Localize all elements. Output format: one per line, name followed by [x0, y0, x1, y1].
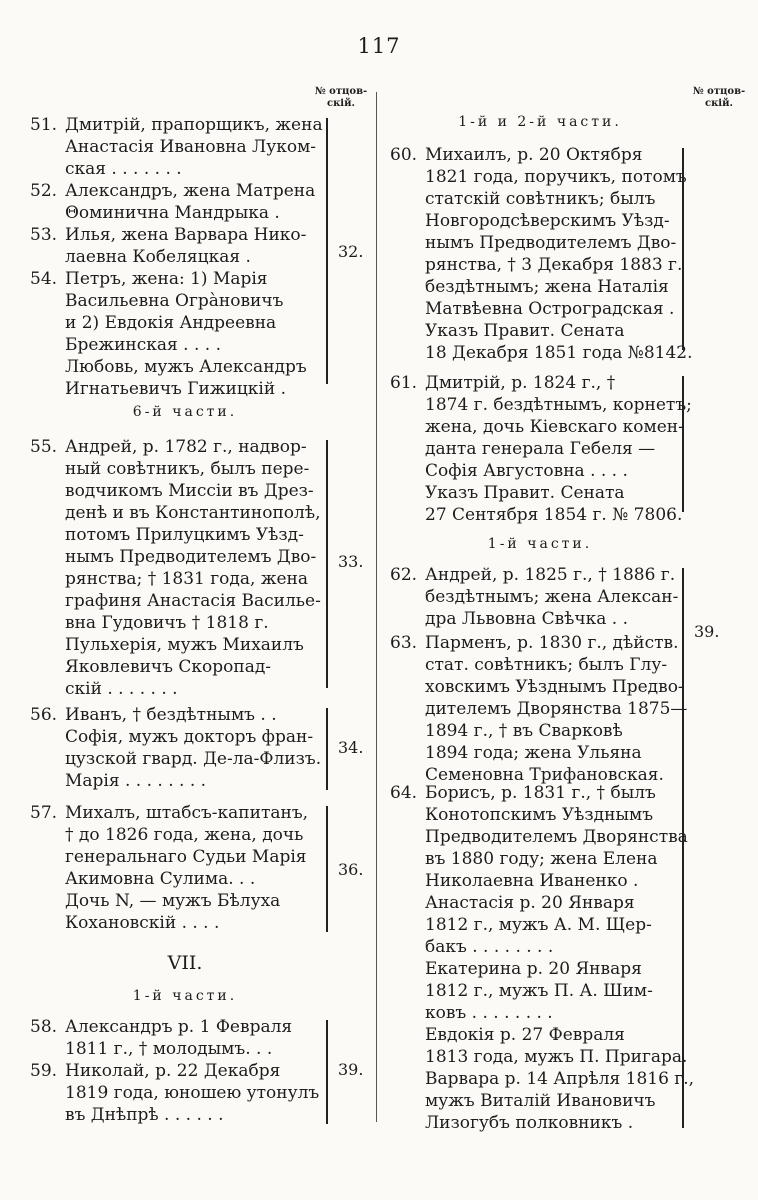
entry-line: Николай, р. 22 Декабря	[65, 1061, 281, 1081]
entry-line: лаевна Кобеляцкая .	[65, 247, 251, 267]
entry-line: 1894 года; жена Ульяна	[425, 743, 642, 763]
entry-line: Софія, мужъ докторъ фран-	[65, 727, 314, 747]
entry-line: Парменъ, р. 1830 г., дѣйств.	[425, 633, 679, 653]
group-brace	[326, 708, 328, 790]
entry-line: Дочь N, — мужъ Бѣлуха	[65, 891, 281, 911]
entry-line: 1894 г., † въ Сварковѣ	[425, 721, 623, 741]
entry-line: Любовь, мужъ Александръ	[65, 357, 307, 377]
entry-line: Матвѣевна Остроградская .	[425, 299, 675, 319]
entry-line: Указъ Правит. Сената	[425, 483, 625, 503]
entry-line: Кохановскій . . . .	[65, 913, 220, 933]
entry-line: Дмитрій, р. 1824 г., †	[425, 373, 616, 393]
entry-number: 55.	[30, 437, 58, 457]
entry-line: въ 1880 году; жена Елена	[425, 849, 658, 869]
entry-line: и 2) Евдокія Андреевна	[65, 313, 277, 333]
entry-line: въ Днѣпрѣ . . . . . .	[65, 1105, 224, 1125]
generation-number: 34.	[338, 738, 364, 757]
entry-line: бакъ . . . . . . . .	[425, 937, 554, 957]
generation-number: 36.	[338, 860, 364, 879]
entry-line: ская . . . . . . .	[65, 159, 182, 179]
entry-line: ховскимъ Уѣзднымъ Предво-	[425, 677, 684, 697]
entry-line: Игнатьевичъ Гижицкій .	[65, 379, 286, 399]
entry-line: цузской гвард. Де-ла-Флизъ.	[65, 749, 322, 769]
entry-line: Предводителемъ Дворянства	[425, 827, 688, 847]
header-line: скій.	[704, 98, 733, 109]
header-line: № отцов-	[692, 86, 746, 97]
generation-number: 39.	[338, 1060, 364, 1079]
section-heading: 1-й части.	[132, 988, 238, 1004]
entry-line: Александръ р. 1 Февраля	[65, 1017, 293, 1037]
entry-line: Марія . . . . . . . .	[65, 771, 207, 791]
entry-line: потомъ Прилуцкимъ Уѣзд-	[65, 525, 304, 545]
generation-number: 33.	[338, 552, 364, 571]
entry-number: 56.	[30, 705, 58, 725]
entry-line: † до 1826 года, жена, дочь	[65, 825, 304, 845]
entry-line: вна Гудовичъ † 1818 г.	[65, 613, 269, 633]
entry-line: 27 Сентября 1854 г. № 7806.	[425, 505, 683, 525]
entry-line: Θоминична Мандрыка .	[65, 203, 280, 223]
generation-number: 32.	[338, 242, 364, 261]
group-brace	[682, 148, 684, 350]
section-heading: 1-й части.	[487, 536, 593, 552]
entry-number: 60.	[390, 145, 418, 165]
group-brace	[682, 568, 684, 1128]
entry-line: рянства, † 3 Декабря 1883 г.	[425, 255, 683, 275]
entry-number: 53.	[30, 225, 58, 245]
entry-line: нымъ Предводителемъ Дво-	[65, 547, 317, 567]
entry-line: скій . . . . . . .	[65, 679, 178, 699]
entry-line: Борисъ, р. 1831 г., † былъ	[425, 783, 656, 803]
entry-line: рянства; † 1831 года, жена	[65, 569, 308, 589]
entry-number: 57.	[30, 803, 58, 823]
entry-number: 59.	[30, 1061, 58, 1081]
entry-line: Андрей, р. 1782 г., надвор-	[65, 437, 307, 457]
entry-line: Акимовна Сулима. . .	[65, 869, 256, 889]
entry-line: Лизогубъ полковникъ .	[425, 1113, 634, 1133]
entry-line: Илья, жена Варвара Нико-	[65, 225, 307, 245]
group-brace	[682, 376, 684, 512]
entry-number: 63.	[390, 633, 418, 653]
column-divider	[376, 92, 377, 1122]
entry-line: Семеновна Трифановская.	[425, 765, 664, 785]
group-brace	[326, 1020, 328, 1124]
generation-number: 39.	[694, 622, 720, 641]
entry-line: водчикомъ Миссіи въ Дрез-	[65, 481, 314, 501]
entry-line: 1874 г. бездѣтнымъ, корнетъ;	[425, 395, 692, 415]
header-line: № отцов-	[314, 86, 368, 97]
entry-number: 61.	[390, 373, 418, 393]
right-column-header	[684, 86, 754, 110]
entry-line: Васильевна Огрàновичъ	[65, 291, 284, 311]
entry-line: 1812 г., мужъ П. А. Шим-	[425, 981, 653, 1001]
entry-line: Александръ, жена Матрена	[65, 181, 316, 201]
entry-number: 64.	[390, 783, 418, 803]
entry-number: 62.	[390, 565, 418, 585]
entry-line: Пульхерія, мужъ Михаилъ	[65, 635, 304, 655]
entry-line: мужъ Виталій Ивановичъ	[425, 1091, 656, 1111]
entry-number: 58.	[30, 1017, 58, 1037]
entry-line: Екатерина р. 20 Января	[425, 959, 642, 979]
section-heading: 6-й части.	[132, 404, 238, 420]
entry-line: графиня Анастасія Василье-	[65, 591, 321, 611]
entry-line: Николаевна Иваненко .	[425, 871, 639, 891]
group-brace	[326, 440, 328, 688]
group-brace	[326, 806, 328, 932]
page-number: 117	[357, 34, 401, 58]
entry-line: бездѣтнымъ; жена Наталія	[425, 277, 669, 297]
entry-line: 1811 г., † молодымъ. . .	[65, 1039, 273, 1059]
entry-line: Дмитрій, прапорщикъ, жена	[65, 115, 323, 135]
entry-line: генеральнаго Судьи Марія	[65, 847, 307, 867]
entry-line: Конотопскимъ Уѣзднымъ	[425, 805, 654, 825]
entry-line: данта генерала Гебеля —	[425, 439, 656, 459]
entry-line: Михалъ, штабсъ-капитанъ,	[65, 803, 309, 823]
entry-line: дителемъ Дворянства 1875—	[425, 699, 688, 719]
entry-line: нымъ Предводителемъ Дво-	[425, 233, 677, 253]
entry-line: Новгородсѣверскимъ Уѣзд-	[425, 211, 670, 231]
entry-line: жена, дочь Кіевскаго комен-	[425, 417, 684, 437]
entry-line: 1812 г., мужъ А. М. Щер-	[425, 915, 652, 935]
entry-line: Петръ, жена: 1) Марія	[65, 269, 268, 289]
section-heading: 1-й и 2-й части.	[458, 114, 622, 130]
entry-line: дра Львовна Свѣчка . .	[425, 609, 629, 629]
entry-line: Варвара р. 14 Апрѣля 1816 г.,	[425, 1069, 695, 1089]
entry-line: Иванъ, † бездѣтнымъ . .	[65, 705, 277, 725]
group-brace	[326, 118, 328, 384]
entry-line: 18 Декабря 1851 года №8142.	[425, 343, 693, 363]
entry-line: Андрей, р. 1825 г., † 1886 г.	[425, 565, 676, 585]
entry-line: Анастасія р. 20 Января	[425, 893, 635, 913]
entry-line: Евдокія р. 27 Февраля	[425, 1025, 625, 1045]
header-line: скій.	[326, 98, 355, 109]
entry-line: статскій совѣтникъ; былъ	[425, 189, 656, 209]
entry-line: Софія Августовна . . . .	[425, 461, 628, 481]
entry-line: Брежинская . . . .	[65, 335, 221, 355]
entry-line: 1819 года, юношею утонулъ	[65, 1083, 320, 1103]
entry-line: 1813 года, мужъ П. Пригара.	[425, 1047, 688, 1067]
entry-line: Яковлевичъ Скоропад-	[65, 657, 272, 677]
chapter-heading: VII.	[167, 952, 203, 974]
entry-line: денѣ и въ Константинополѣ,	[65, 503, 321, 523]
entry-number: 54.	[30, 269, 58, 289]
entry-number: 52.	[30, 181, 58, 201]
entry-line: 1821 года, поручикъ, потомъ	[425, 167, 687, 187]
entry-line: бездѣтнымъ; жена Алексан-	[425, 587, 679, 607]
entry-line: стат. совѣтникъ; былъ Глу-	[425, 655, 668, 675]
entry-line: ный совѣтникъ, былъ пере-	[65, 459, 310, 479]
entry-line: Михаилъ, р. 20 Октября	[425, 145, 643, 165]
entry-number: 51.	[30, 115, 58, 135]
left-column-header	[306, 86, 376, 110]
entry-line: Указъ Правит. Сената	[425, 321, 625, 341]
entry-line: Анастасія Ивановна Луком-	[65, 137, 317, 157]
entry-line: ковъ . . . . . . . .	[425, 1003, 553, 1023]
